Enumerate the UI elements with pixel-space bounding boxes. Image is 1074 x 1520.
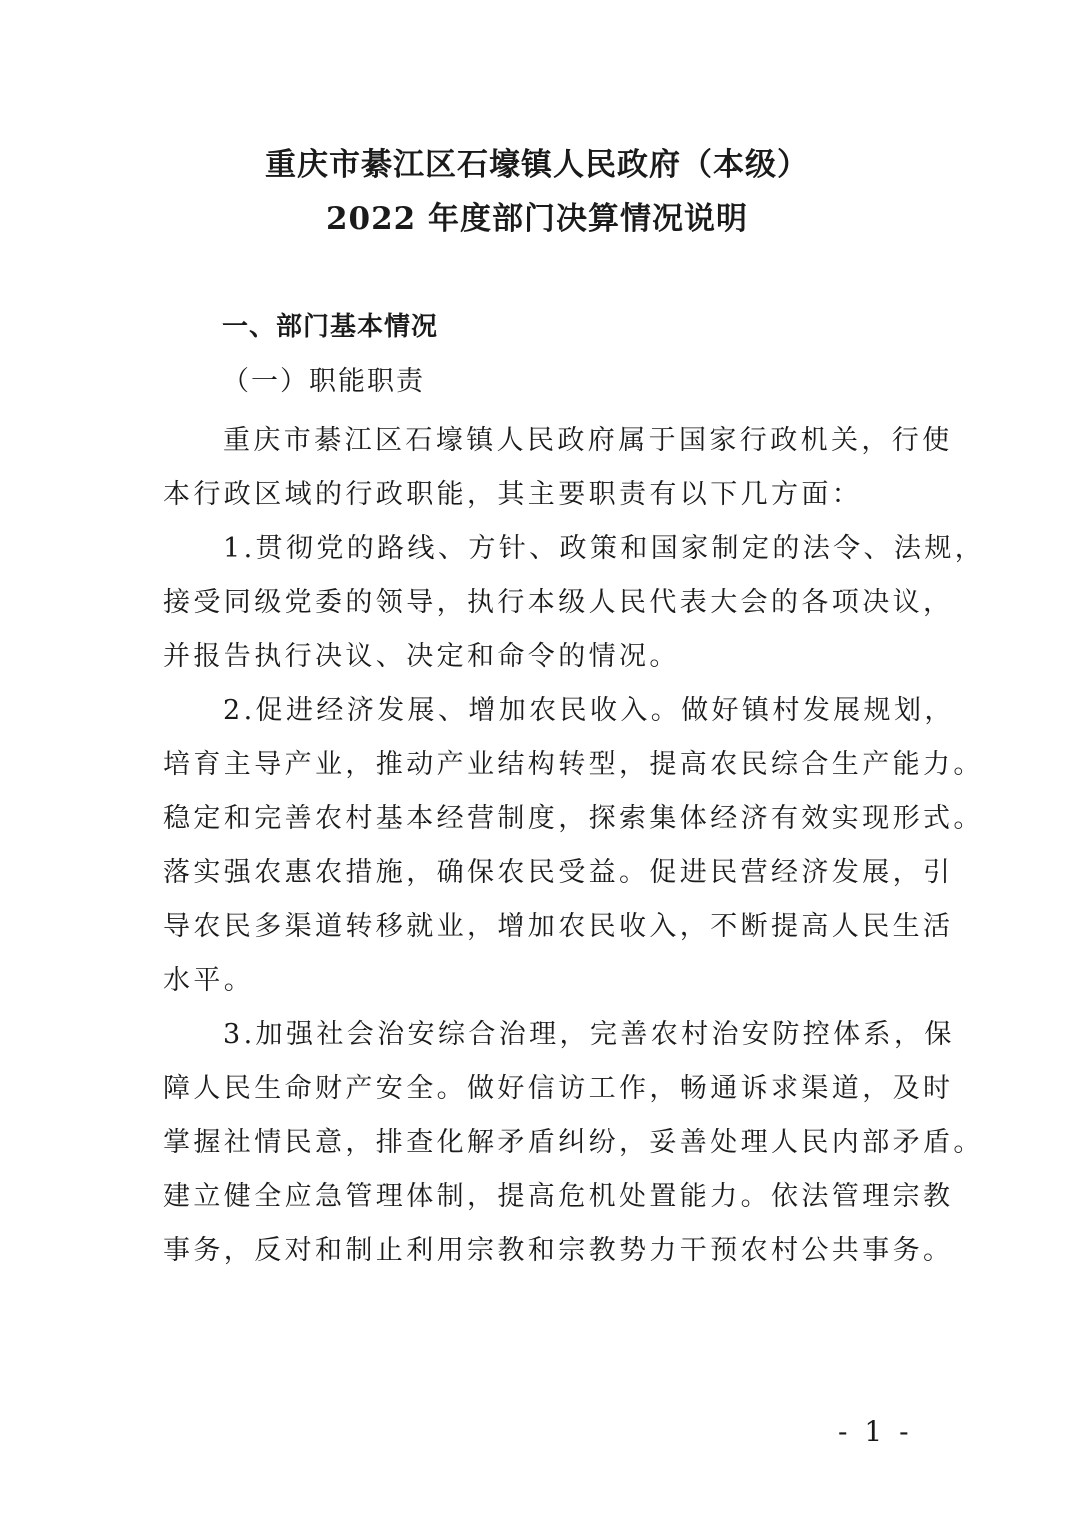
paragraph-line: 本行政区域的行政职能，其主要职责有以下几方面： [163,479,863,510]
paragraph-line: 1.贯彻党的路线、方针、政策和国家制定的法令、法规， [223,533,986,564]
paragraph-line: 重庆市綦江区石壕镇人民政府属于国家行政机关，行使 [223,425,953,456]
paragraph-line: 建立健全应急管理体制，提高危机处置能力。依法管理宗教 [163,1181,954,1212]
document-title [0,138,1074,246]
paragraph-line: 落实强农惠农措施，确保农民受益。促进民营经济发展，引 [163,857,954,888]
title-line-1: 重庆市綦江区石壕镇人民政府（本级） [265,147,809,183]
paragraph-line: 导农民多渠道转移就业，增加农民收入，不断提高人民生活 [163,911,954,942]
paragraph-line: 培育主导产业，推动产业结构转型，提高农民综合生产能力。 [163,749,984,780]
paragraph-line: 事务，反对和制止利用宗教和宗教势力干预农村公共事务。 [163,1235,954,1266]
body-text [163,414,986,1278]
paragraph-line: 掌握社情民意，排查化解矛盾纠纷，妥善处理人民内部矛盾。 [163,1127,984,1158]
paragraph-item-1 [163,522,986,684]
paragraph-intro [163,414,953,522]
paragraph-item-2 [163,684,984,1008]
section-heading: 一、部门基本情况 [222,312,439,342]
paragraph-line: 2.促进经济发展、增加农民收入。做好镇村发展规划， [223,695,955,726]
paragraph-item-3 [163,1008,984,1278]
paragraph-line: 障人民生命财产安全。做好信访工作，畅通诉求渠道，及时 [163,1073,954,1104]
paragraph-line: 3.加强社会治安综合治理，完善农村治安防控体系，保 [223,1019,955,1050]
paragraph-line: 并报告执行决议、决定和命令的情况。 [163,641,680,672]
page-number: - 1 - [838,1415,913,1448]
paragraph-line: 水平。 [163,965,255,996]
paragraph-line: 稳定和完善农村基本经营制度，探索集体经济有效实现形式。 [163,803,984,834]
paragraph-line: 接受同级党委的领导，执行本级人民代表大会的各项决议， [163,587,954,618]
subsection-heading: （一）职能职责 [222,366,425,397]
title-line-2: 2022 年度部门决算情况说明 [325,201,749,237]
